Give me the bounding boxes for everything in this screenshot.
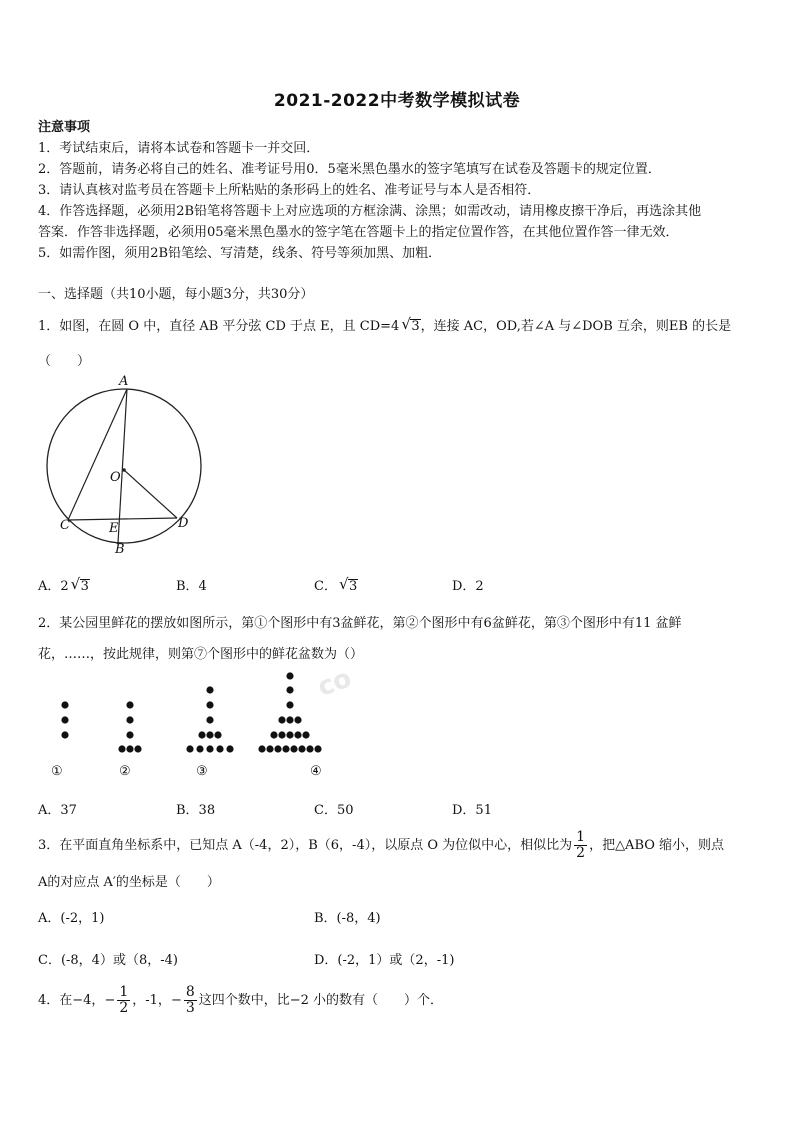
chord-ac <box>68 389 127 520</box>
pattern-label-1: ① <box>51 764 63 779</box>
q1-option-b[interactable]: B．4 <box>176 579 207 594</box>
chord-cd <box>68 518 177 520</box>
sqrt-symbol: √ 3 <box>338 575 358 594</box>
q4-text-a: 4．在−4， <box>38 993 105 1008</box>
label-d: D <box>178 516 189 531</box>
q3-text-a: 3．在平面直角坐标系中，已知点 A（-4，2），B（6，-4），以原点 O 为位似中心，相似比为 <box>38 838 573 853</box>
q4-text-c: 这四个数中，比−2 小的数有（ ）个． <box>198 993 444 1008</box>
q1-sqrt-value: 3 <box>411 319 420 334</box>
q3-option-b[interactable]: B．(-8，4) <box>314 911 381 926</box>
pattern-label-4: ④ <box>310 764 322 779</box>
sqrt-symbol: √ 3 <box>70 575 89 594</box>
notice-item: 5．如需作图，须用2B铅笔绘、写清楚，线条、符号等须加黑、加粗． <box>38 246 442 261</box>
notice-item: 4．作答选择题，必须用2B铅笔将答题卡上对应选项的方框涂满、涂黑；如需改动，请用橡皮擦干净后，再选涂其他 <box>38 204 702 219</box>
fraction-denominator: 3 <box>185 1000 195 1016</box>
segment-od <box>124 470 177 518</box>
question-1-text <box>38 315 732 336</box>
q4-text-b: ，-1， <box>132 993 171 1008</box>
diameter-ab <box>118 389 127 543</box>
fraction-numerator: 1 <box>119 984 129 1000</box>
option-label: A．2 <box>38 579 69 594</box>
pattern-1 <box>61 701 68 738</box>
q1-text-a: 1．如图，在圆 O 中，直径 AB 平分弦 CD 于点 E，且 CD=4 <box>38 319 400 334</box>
notice-item: 2．答题前，请务必将自己的姓名、准考证号用0．5毫米黑色墨水的签字笔填写在试卷及答题卡的规定位置． <box>38 162 661 177</box>
label-e: E <box>109 521 119 536</box>
fraction <box>117 985 130 1016</box>
fraction-denominator: 2 <box>576 845 586 861</box>
q2-option-d[interactable]: D．51 <box>452 803 492 818</box>
q3-option-d[interactable]: D．(-2，1）或（2，-1) <box>314 953 455 968</box>
q1-option-c[interactable] <box>314 575 358 596</box>
question-2-line-1: 2．某公园里鲜花的摆放如图所示，第①个图形中有3盆鲜花，第②个图形中有6盆鲜花，第③个图形中有11 盆鲜 <box>38 616 682 631</box>
pattern-label-3: ③ <box>196 764 208 779</box>
center-point <box>122 468 126 472</box>
question-1-bracket: （ ） <box>38 354 91 369</box>
option-sqrt-value: 3 <box>348 579 358 594</box>
minus-sign: − <box>170 993 182 1008</box>
q3-text-b: ，把△ABO 缩小，则点 <box>589 838 725 853</box>
pattern-4 <box>258 672 321 752</box>
notice-item: 3．请认真核对监考员在答题卡上所粘贴的条形码上的姓名、准考证号与本人是否相符． <box>38 183 541 198</box>
section-heading: 一、选择题（共10小题，每小题3分，共30分） <box>38 287 314 302</box>
label-b: B <box>115 542 125 557</box>
question-2-line-2: 花，……，按此规律，则第⑦个图形中的鲜花盆数为（） <box>38 647 364 662</box>
circle-diagram <box>40 380 220 560</box>
fraction <box>184 985 197 1016</box>
q3-option-a[interactable]: A．(-2，1) <box>38 911 105 926</box>
flower-pattern-figure <box>40 668 360 788</box>
sqrt-symbol: √ 3 <box>401 315 420 334</box>
label-c: C <box>60 518 70 533</box>
q1-option-d[interactable]: D．2 <box>452 579 484 594</box>
circle-figure <box>40 374 220 560</box>
q2-option-b[interactable]: B．38 <box>176 803 216 818</box>
page-title: 2021-2022中考数学模拟试卷 <box>273 91 521 111</box>
option-sqrt-value: 3 <box>80 579 89 594</box>
question-3-line-1 <box>38 830 724 861</box>
q3-option-c[interactable]: C．(-8，4）或（8，-4) <box>38 953 178 968</box>
question-4-text <box>38 985 443 1017</box>
fraction <box>574 830 587 861</box>
minus-sign: − <box>104 993 116 1008</box>
q1-option-a[interactable] <box>38 575 90 596</box>
fraction-numerator: 8 <box>185 984 195 1000</box>
pattern-label-2: ② <box>119 764 131 779</box>
option-label: C． <box>314 579 337 594</box>
notice-item: 1．考试结束后，请将本试卷和答题卡一并交回． <box>38 141 320 156</box>
fraction-numerator: 1 <box>576 829 586 845</box>
label-a: A <box>119 374 129 389</box>
notice-item: 答案．作答非选择题，必须用05毫米黑色墨水的签字笔在答题卡上的指定位置作答，在其他位置作答一律无效． <box>38 225 679 240</box>
watermark: co <box>313 663 356 703</box>
pattern-2 <box>118 701 141 752</box>
q1-text-b: ，连接 AC，OD,若∠A 与∠DOB 互余，则EB 的长是 <box>420 319 732 334</box>
notice-heading: 注意事项 <box>38 120 91 135</box>
q2-option-c[interactable]: C．50 <box>314 803 354 818</box>
fraction-denominator: 2 <box>119 1000 129 1016</box>
pattern-3 <box>186 686 233 752</box>
q2-option-a[interactable]: A．37 <box>38 803 77 818</box>
label-o: O <box>110 470 121 485</box>
question-3-line-2: A的对应点 A′的坐标是（ ） <box>38 875 220 890</box>
